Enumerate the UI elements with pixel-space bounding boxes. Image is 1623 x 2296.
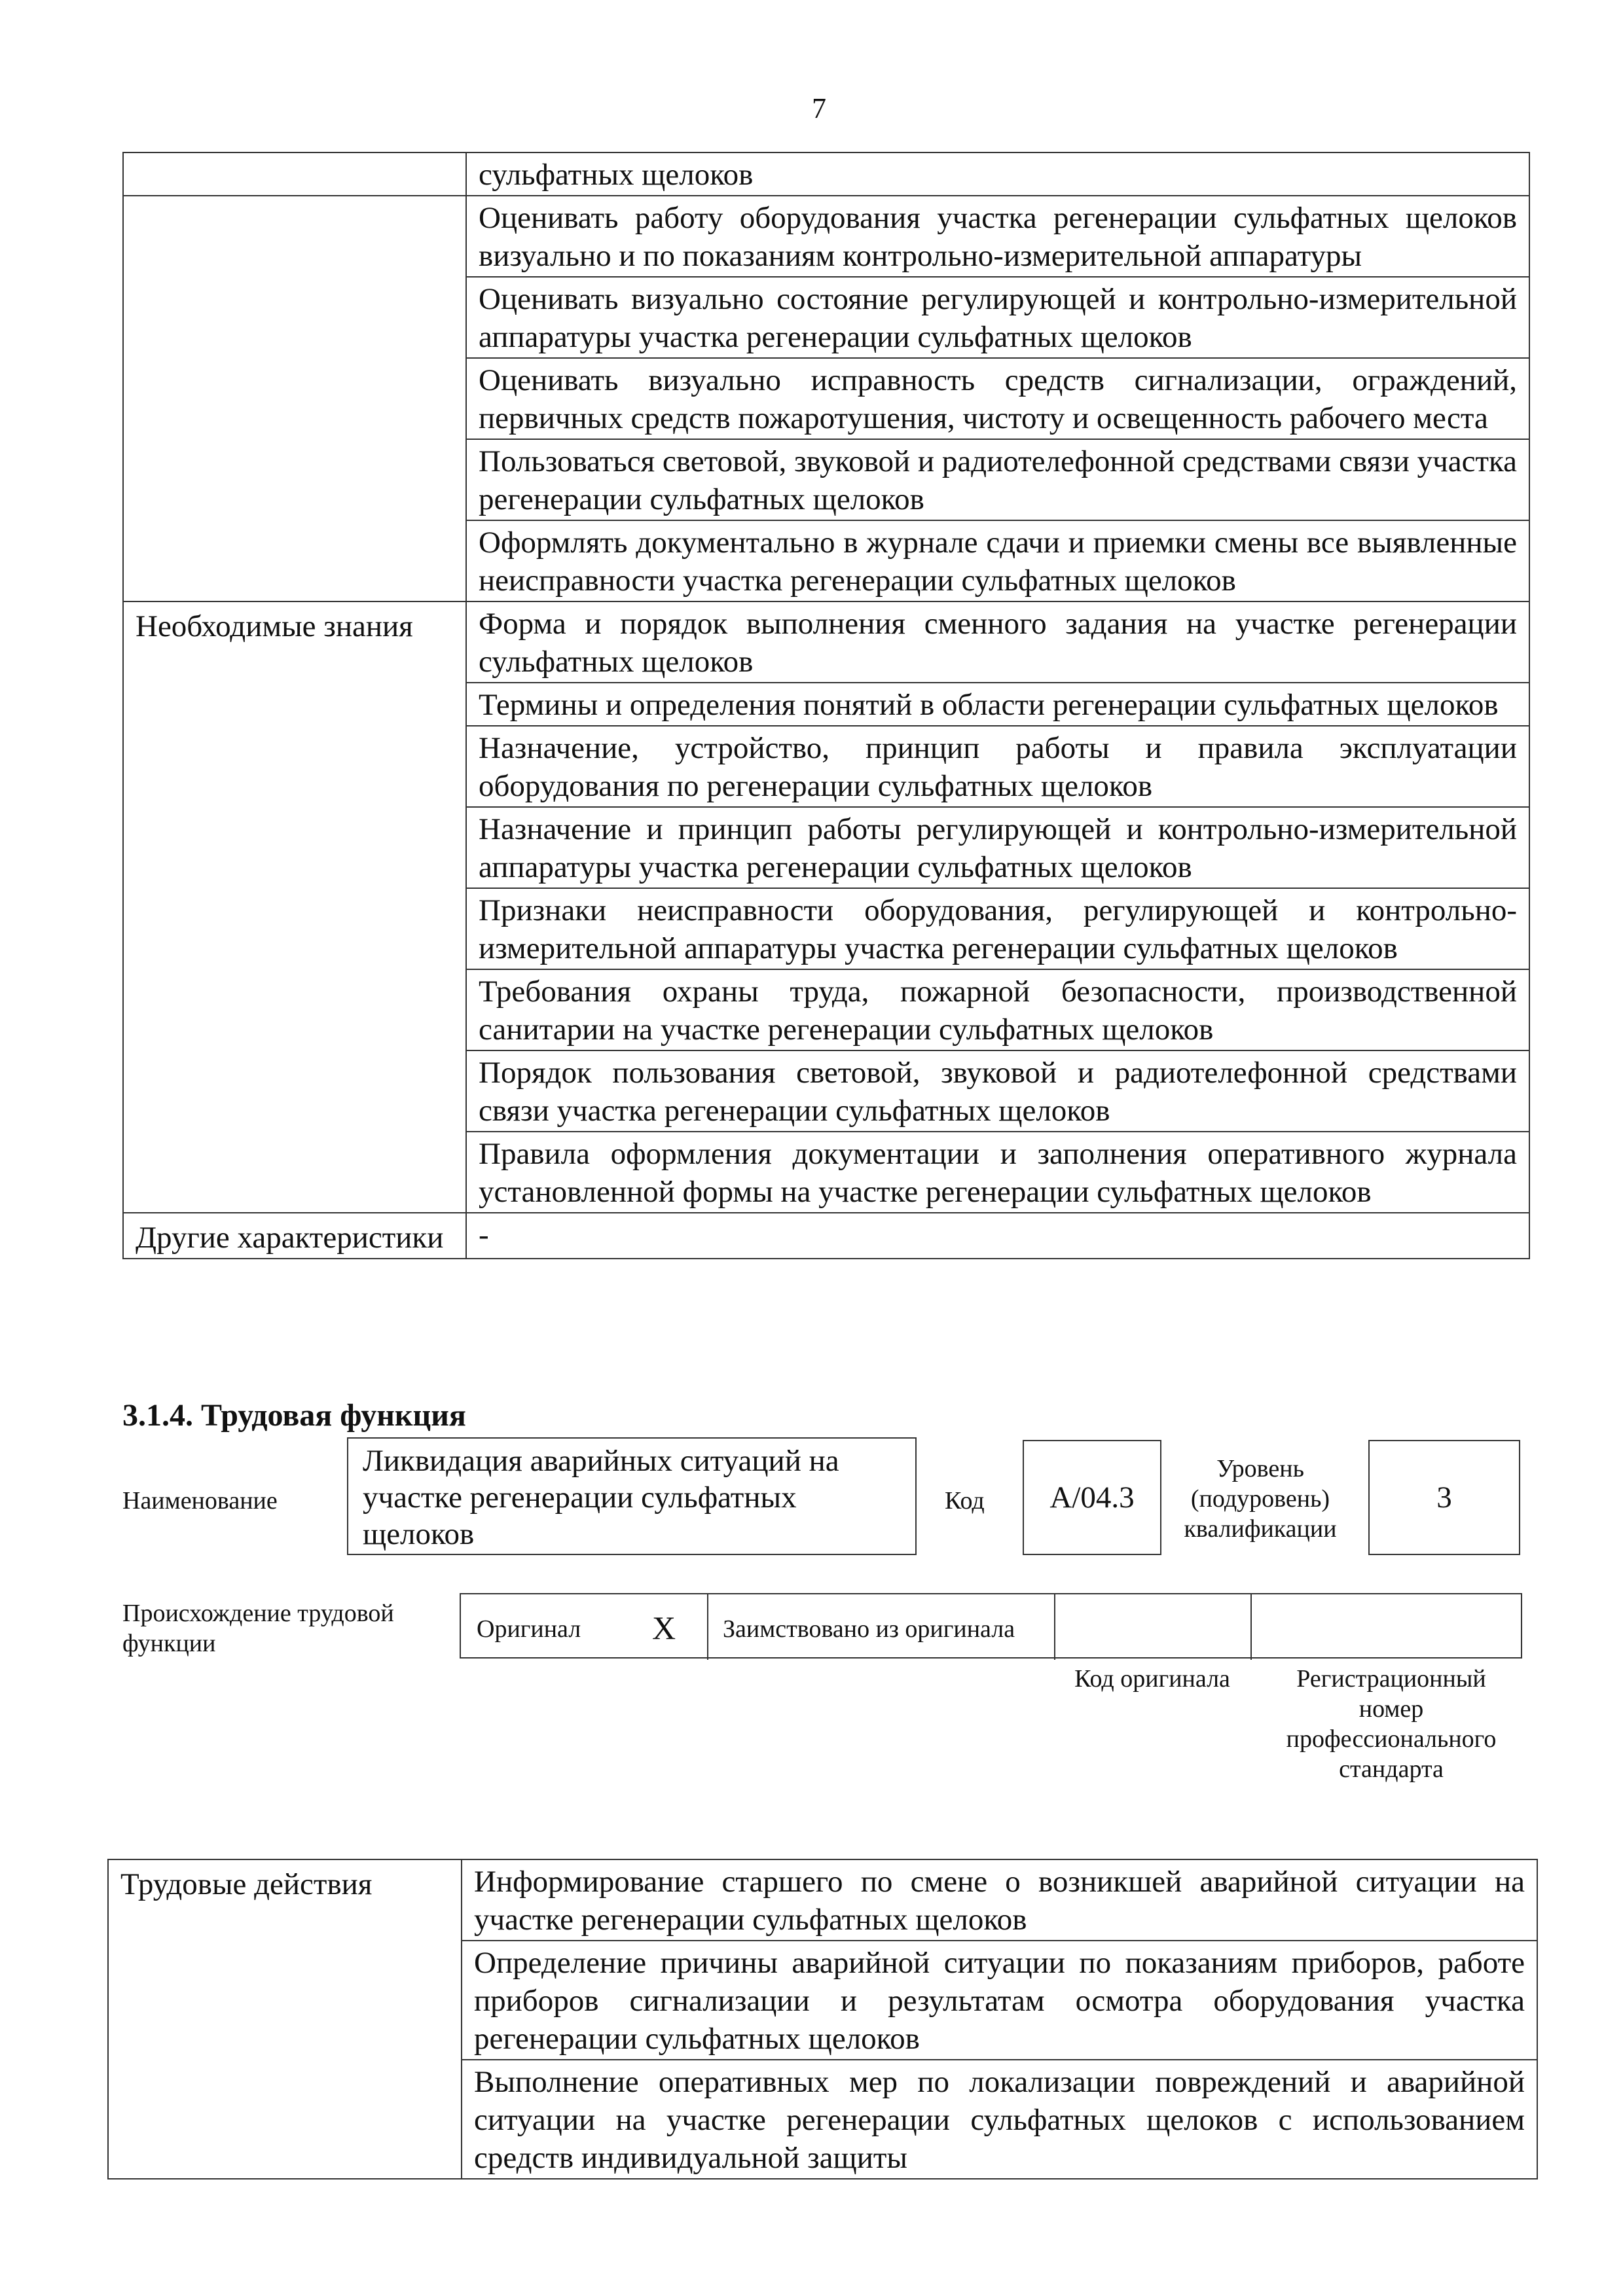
- level-box: 3: [1368, 1440, 1520, 1555]
- function-name-box: Ликвидация аварийных ситуаций на участке регенерации сульфатных щелоков: [347, 1437, 917, 1555]
- section-heading: 3.1.4. Трудовая функция: [122, 1398, 466, 1433]
- borrowed-label: Заимствовано из оригинала: [723, 1615, 1015, 1643]
- table-row: [108, 1859, 1537, 1941]
- skill-item: Пользоваться световой, звуковой и радиотелефонной средствами связи участка регенерации сульфатных щелоков: [466, 439, 1529, 520]
- divider: [707, 1594, 708, 1660]
- row-label-actions: Трудовые действия: [108, 1859, 462, 2179]
- labor-actions-table: [107, 1859, 1538, 2179]
- name-label: Наименование: [122, 1487, 278, 1515]
- code-box: А/04.3: [1023, 1440, 1161, 1555]
- table-row: [123, 196, 1529, 277]
- origin-table: [460, 1593, 1522, 1659]
- skill-item: Оценивать визуально исправность средств сигнализации, ограждений, первичных средств пожаротушения, чистоту и освещенность рабочего места: [466, 358, 1529, 439]
- action-item: Информирование старшего по смене о возникшей аварийной ситуации на участке регенерации сульфатных щелоков: [462, 1859, 1537, 1941]
- other-item: -: [466, 1213, 1529, 1259]
- code-original-caption: Код оригинала: [1074, 1665, 1230, 1693]
- knowledge-item: Правила оформления документации и заполнения оперативного журнала установленной формы на участке регенерации сульфатных щелоков: [466, 1132, 1529, 1213]
- row-label-knowledge: Необходимые знания: [123, 601, 466, 1213]
- row-label-other: Другие характеристики: [123, 1213, 466, 1259]
- skill-item: Оценивать работу оборудования участка регенерации сульфатных щелоков визуально и по показаниям контрольно-измерительной аппаратуры: [466, 196, 1529, 277]
- skills-knowledge-table: [122, 152, 1530, 1259]
- skill-item: Оценивать визуально состояние регулирующей и контрольно-измерительной аппаратуры участка регенерации сульфатных щелоков: [466, 277, 1529, 358]
- divider: [1250, 1594, 1252, 1660]
- action-item: Определение причины аварийной ситуации по показаниям приборов, работе приборов сигнализации и результатам осмотра оборудования участка регенерации сульфатных щелоков: [462, 1941, 1537, 2060]
- knowledge-item: Порядок пользования световой, звуковой и радиотелефонной средствами связи участка регенерации сульфатных щелоков: [466, 1050, 1529, 1132]
- level-label: Уровень (подуровень) квалификации: [1184, 1454, 1337, 1543]
- divider: [1054, 1594, 1055, 1660]
- origin-label: Происхождение трудовой функции: [122, 1600, 394, 1657]
- table-row: [123, 152, 1529, 196]
- page-number: 7: [812, 92, 826, 124]
- table-row: [123, 1213, 1529, 1259]
- table-row: [123, 601, 1529, 683]
- skill-item: сульфатных щелоков: [466, 152, 1529, 196]
- knowledge-item: Требования охраны труда, пожарной безопасности, производственной санитарии на участке регенерации сульфатных щелоков: [466, 969, 1529, 1050]
- original-label: Оригинал: [477, 1615, 581, 1643]
- reg-number-caption: Регистрационный номер профессионального стандарта: [1286, 1665, 1497, 1783]
- knowledge-item: Назначение и принцип работы регулирующей и контрольно-измерительной аппаратуры участка регенерации сульфатных щелоков: [466, 807, 1529, 888]
- action-item: Выполнение оперативных мер по локализации повреждений и аварийной ситуации на участке регенерации сульфатных щелоков с использованием средств индивидуальной защиты: [462, 2060, 1537, 2179]
- code-label: Код: [945, 1487, 985, 1515]
- knowledge-item: Назначение, устройство, принцип работы и правила эксплуатации оборудования по регенерации сульфатных щелоков: [466, 726, 1529, 807]
- skill-item: Оформлять документально в журнале сдачи и приемки смены все выявленные неисправности участка регенерации сульфатных щелоков: [466, 520, 1529, 601]
- original-mark: Х: [652, 1609, 676, 1646]
- knowledge-item: Признаки неисправности оборудования, регулирующей и контрольно-измерительной аппаратуры участка регенерации сульфатных щелоков: [466, 888, 1529, 969]
- knowledge-item: Термины и определения понятий в области регенерации сульфатных щелоков: [466, 683, 1529, 726]
- row-label: [123, 152, 466, 196]
- knowledge-item: Форма и порядок выполнения сменного задания на участке регенерации сульфатных щелоков: [466, 601, 1529, 683]
